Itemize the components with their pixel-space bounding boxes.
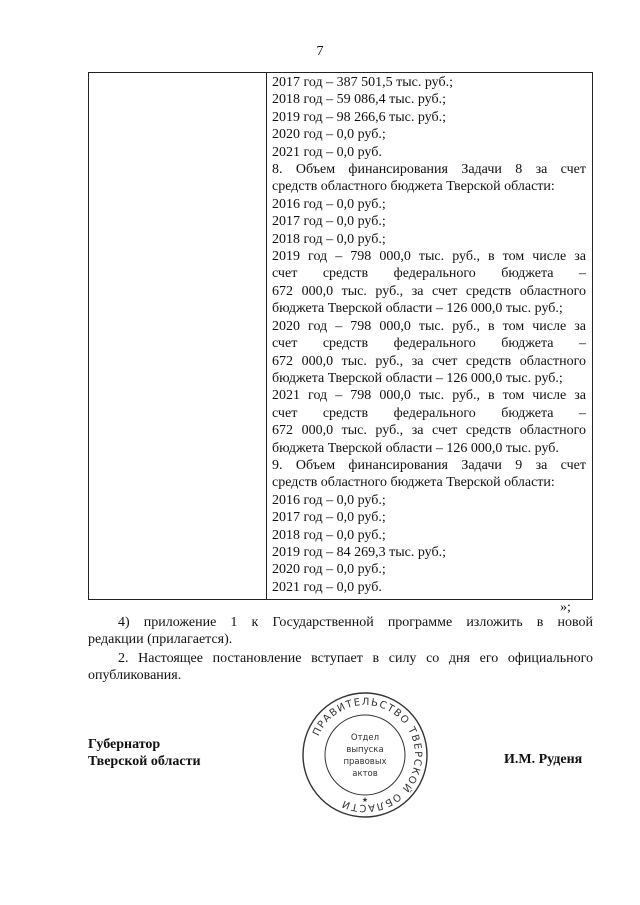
table-line: 2021 год – 0,0 руб. xyxy=(272,579,382,595)
table-line: 2019 год – 98 266,6 тыс. руб.; xyxy=(272,109,446,125)
table-line: 2016 год – 0,0 руб.; xyxy=(272,196,386,212)
signatory-title xyxy=(88,736,201,771)
closing-quote: »; xyxy=(560,600,571,615)
table-line: 2017 год – 0,0 руб.; xyxy=(272,214,386,230)
clause-2 xyxy=(88,650,593,685)
page-number: 7 xyxy=(316,44,324,59)
stamp-center-line: правовых xyxy=(343,757,387,767)
table-line: 2019 год – 84 269,3 тыс. руб.; xyxy=(272,544,446,560)
official-stamp xyxy=(300,690,430,820)
clause-2-line-2: опубликования. xyxy=(88,668,182,684)
signatory-title-line-2: Тверской области xyxy=(88,754,201,770)
table-line: 2020 год – 798 000,0 тыс. руб., в том числе за xyxy=(272,318,586,334)
table-right-column xyxy=(272,74,586,596)
table-line: счет средств федерального бюджета – xyxy=(272,405,586,421)
signatory-title-line-1: Губернатор xyxy=(88,737,161,752)
stamp-graphic xyxy=(300,690,430,820)
stamp-center-line: Отдел xyxy=(350,733,380,743)
stamp-star-icon: ★ xyxy=(361,796,369,804)
table-line: 2021 год – 798 000,0 тыс. руб., в том числе за xyxy=(272,388,586,404)
table-line: счет средств федерального бюджета – xyxy=(272,336,586,352)
table-line: 9. Объем финансирования Задачи 9 за счет xyxy=(272,457,586,473)
table-line: 2018 год – 0,0 руб.; xyxy=(272,527,386,543)
table-line: средств областного бюджета Тверской области: xyxy=(272,475,555,491)
clause-4-line-2: редакции (прилагается). xyxy=(88,632,233,648)
stamp-center-line: выпуска xyxy=(346,745,384,755)
stamp-inner-ring xyxy=(325,715,405,795)
clause-2-line-1: 2. Настоящее постановление вступает в силу со дня его официального xyxy=(118,651,593,666)
funding-table xyxy=(88,72,593,600)
stamp-ring-text: ПРАВИТЕЛЬСТВО ТВЕРСКОЙ ОБЛАСТИ xyxy=(311,696,424,814)
table-line: бюджета Тверской области – 126 000,0 тыс. руб.; xyxy=(272,370,563,386)
table-line: 672 000,0 тыс. руб., за счет средств областного xyxy=(272,283,586,299)
clause-4 xyxy=(88,614,593,649)
table-line: 2021 год – 0,0 руб. xyxy=(272,144,382,160)
table-line: 2020 год – 0,0 руб.; xyxy=(272,562,386,578)
table-line: 8. Объем финансирования Задачи 8 за счет xyxy=(272,162,586,178)
table-line: 2020 год – 0,0 руб.; xyxy=(272,127,386,143)
signatory-name: И.М. Руденя xyxy=(504,752,583,767)
table-line: 2016 год – 0,0 руб.; xyxy=(272,492,386,508)
table-left-column xyxy=(89,73,267,599)
table-line: средств областного бюджета Тверской области: xyxy=(272,179,555,195)
table-line: 2017 год – 0,0 руб.; xyxy=(272,510,386,526)
table-line: 672 000,0 тыс. руб., за счет средств областного xyxy=(272,423,586,439)
table-line: 2019 год – 798 000,0 тыс. руб., в том числе за xyxy=(272,249,586,265)
table-line: 2017 год – 387 501,5 тыс. руб.; xyxy=(272,75,453,90)
clause-4-line-1: 4) приложение 1 к Государственной программе изложить в новой xyxy=(118,615,593,630)
table-line: бюджета Тверской области – 126 000,0 тыс. руб.; xyxy=(272,301,563,317)
stamp-center-line: актов xyxy=(352,769,378,779)
table-line: 2018 год – 0,0 руб.; xyxy=(272,231,386,247)
table-line: бюджета Тверской области – 126 000,0 тыс. руб. xyxy=(272,440,559,456)
table-line: 2018 год – 59 086,4 тыс. руб.; xyxy=(272,92,446,108)
table-line: счет средств федерального бюджета – xyxy=(272,266,586,282)
table-line: 672 000,0 тыс. руб., за счет средств областного xyxy=(272,353,586,369)
